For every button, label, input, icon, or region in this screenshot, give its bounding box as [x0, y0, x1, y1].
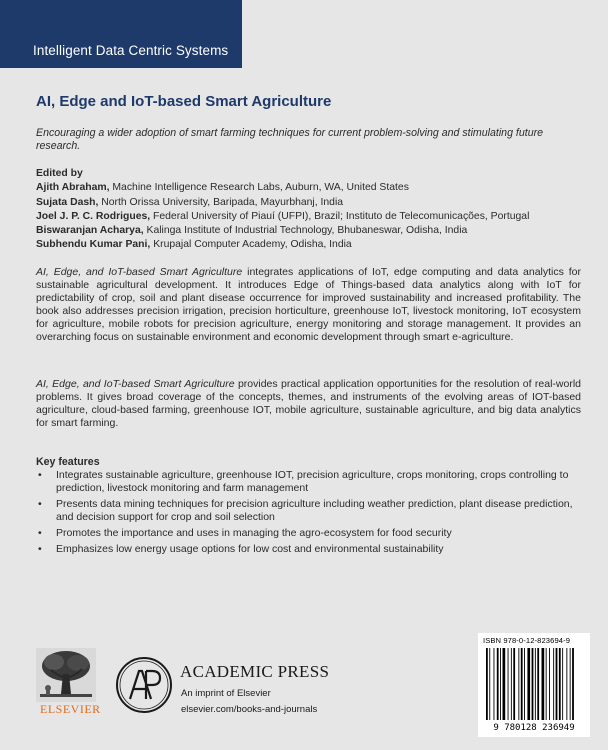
editor-affiliation: Kalinga Institute of Industrial Technology, Bhubaneswar, Odisha, India	[146, 225, 468, 237]
list-item	[36, 498, 576, 524]
editor-line	[36, 210, 586, 224]
editor-line	[36, 238, 586, 252]
book-title-italic: AI, Edge, and IoT-based Smart Agriculture	[36, 266, 243, 278]
academic-press-logo	[114, 655, 174, 715]
imprint-line: An imprint of Elsevier	[181, 688, 271, 699]
list-item	[36, 527, 576, 540]
barcode-bar	[518, 648, 519, 720]
barcode-bar	[527, 648, 530, 720]
elsevier-wordmark: ELSEVIER	[40, 702, 101, 716]
barcode-bar	[562, 648, 563, 720]
editor-affiliation: North Orissa University, Baripada, Mayurbhanj, India	[101, 196, 344, 208]
feature-text: Promotes the importance and uses in managing the agro-ecosystem for food security	[56, 527, 452, 540]
description-text: provides practical application opportunities for the resolution of real-world problems. It gives broad coverage of the concepts, themes, and instruments of the evolving areas of IOT-based agriculture, cloud-based farming, greenhouse IOT, mobile agriculture, sustainable agriculture, and big data analytics for smart farming.	[36, 378, 581, 430]
barcode-bar	[566, 648, 567, 720]
editor-name: Subhendu Kumar Pani,	[36, 239, 151, 251]
barcode-bar	[559, 648, 561, 720]
description-paragraph-1	[36, 266, 581, 345]
bullet-icon: •	[38, 498, 42, 511]
barcode-bar	[535, 648, 536, 720]
barcode-bar	[500, 648, 501, 720]
series-name: Intelligent Data Centric Systems	[33, 43, 229, 58]
editor-name: Biswaranjan Acharya,	[36, 225, 144, 237]
editors-heading: Edited by	[36, 168, 83, 179]
isbn-barcode-box	[478, 633, 590, 737]
feature-text: Integrates sustainable agriculture, greenhouse IOT, precision agriculture, crops monitoring, crops controlling to prediction, livestock monitoring and farm management	[56, 469, 569, 495]
barcode-bar	[546, 648, 547, 720]
barcode-bar	[511, 648, 512, 720]
editor-line	[36, 196, 586, 210]
barcode-bar	[524, 648, 525, 720]
key-features-list	[36, 469, 576, 560]
barcode-bar	[537, 648, 539, 720]
list-item	[36, 543, 576, 556]
barcode-bar	[553, 648, 554, 720]
editors-block	[36, 167, 586, 253]
barcode-bar	[503, 648, 506, 720]
isbn-label: ISBN 978-0-12-823694-9	[483, 636, 571, 645]
barcode-bar	[494, 648, 495, 720]
bullet-icon: •	[38, 469, 42, 481]
barcode-bar	[489, 648, 490, 720]
barcode-bar	[521, 648, 523, 720]
barcode-bar	[572, 648, 574, 720]
book-title: AI, Edge and IoT-based Smart Agriculture	[36, 93, 332, 110]
bullet-icon: •	[38, 543, 42, 556]
bullet-icon: •	[38, 527, 42, 540]
elsevier-tree-logo	[36, 648, 96, 702]
book-title-italic: AI, Edge, and IoT-based Smart Agriculture	[36, 378, 235, 390]
key-features-heading: Key features	[36, 456, 100, 468]
editor-name: Ajith Abraham,	[36, 182, 110, 194]
publisher-url: elsevier.com/books-and-journals	[181, 704, 318, 715]
list-item	[36, 469, 576, 495]
imprint-name: ACADEMIC PRESS	[180, 662, 330, 681]
barcode-icon	[484, 648, 584, 722]
barcode-bar	[549, 648, 550, 720]
book-tagline: Encouraging a wider adoption of smart farming techniques for current problem-solving and stimulating future research.	[36, 127, 543, 152]
feature-text: Emphasizes low energy usage options for low cost and environmental sustainability	[56, 543, 444, 556]
editor-name: Sujata Dash,	[36, 196, 99, 208]
barcode-number: 9 780128 236949	[493, 723, 575, 733]
barcode-bar	[570, 648, 571, 720]
description-paragraph-2	[36, 378, 581, 430]
barcode-bar	[532, 648, 534, 720]
series-banner	[0, 0, 242, 68]
barcode-bar	[556, 648, 558, 720]
feature-text: Presents data mining techniques for precision agriculture including weather prediction, plant disease prediction, and decision support for crop and soil selection	[56, 498, 573, 524]
barcode-bar	[497, 648, 499, 720]
barcode-bar	[513, 648, 515, 720]
description-text: integrates applications of IoT, edge computing and data analytics for sustainable agricultural development. It introduces Edge of Things-based data analytics along with IoT for predictability of crop, soil and plant disease occurrence for improved sustainability and increased profitability. The book also addresses precision irrigation, precision horticulture, greenhouse IoT, livestock monitoring, IoT ecosystem for agriculture, mobile robots for precision agriculture, energy monitoring and storage management. It provides an overarching focus on sustainable environment and economic development through smart e-agriculture.	[36, 266, 582, 344]
editor-affiliation: Machine Intelligence Research Labs, Auburn, WA, United States	[112, 182, 409, 194]
barcode-bar	[542, 648, 545, 720]
editor-affiliation: Federal University of Piauí (UFPI), Brazil; Instituto de Telecomunicações, Portugal	[153, 210, 530, 222]
barcode-bar	[486, 648, 488, 720]
editor-affiliation: Krupajal Computer Academy, Odisha, India	[153, 239, 352, 251]
editor-line	[36, 181, 586, 195]
barcode-bar	[508, 648, 509, 720]
editor-line	[36, 224, 586, 238]
editor-name: Joel J. P. C. Rodrigues,	[36, 210, 151, 222]
